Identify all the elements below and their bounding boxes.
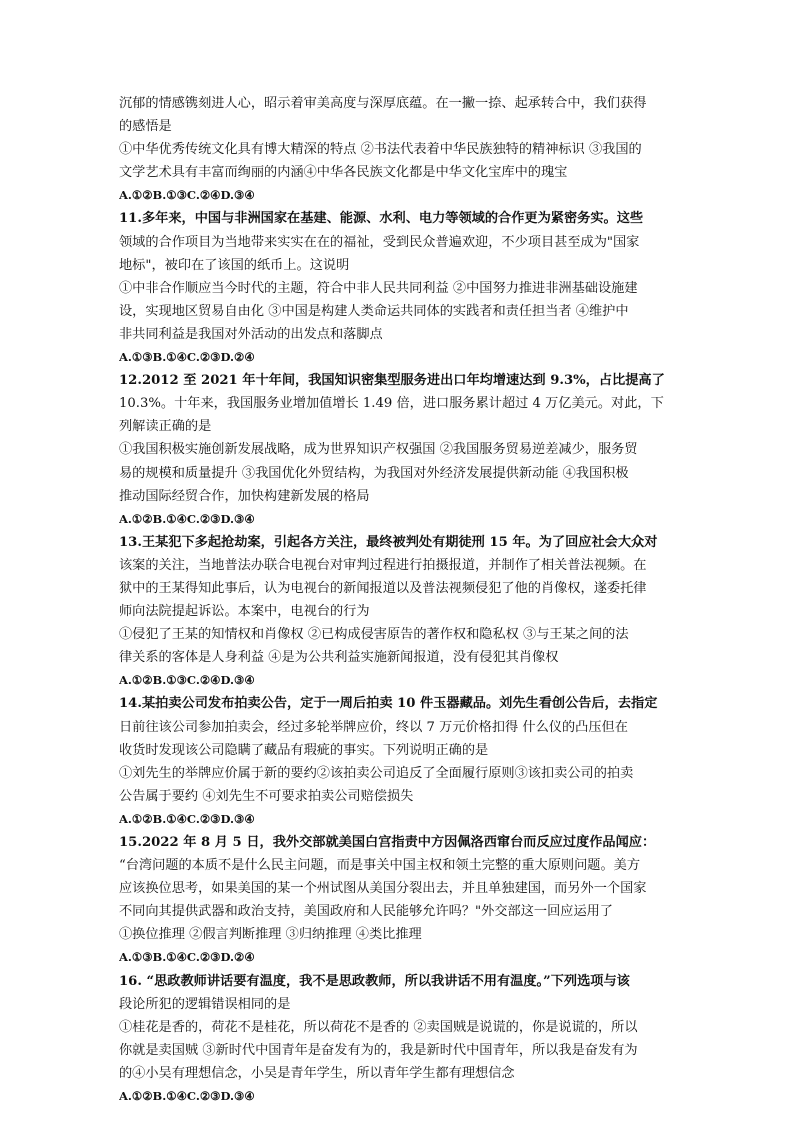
question-stem-line: ①桂花是香的，荷花不是桂花，所以荷花不是香的 ②卖国贼是说谎的，你是说谎的，所以 (119, 1019, 638, 1035)
question-11 (119, 207, 676, 369)
question-stem-line: 的④小吴有理想信念，小吴是青年学生，所以青年学生都有理想信念 (119, 1065, 515, 1081)
question-stem-line: 你就是卖国贼 ③新时代中国青年是奋发有为的，我是新时代中国青年，所以我是奋发有为 (119, 1042, 638, 1058)
document-page (119, 92, 676, 1108)
question-stem-line: 11.多年来，中国与非洲国家在基建、能源、水利、电力等领域的合作更为紧密务实。这些 (119, 211, 644, 227)
intro-line: 的感悟是 (119, 119, 172, 135)
question-stem-line: 12.2012 至 2021 年十年间，我国知识密集型服务进出口年均增速达到 9.3%，占比提高了 (119, 373, 665, 389)
question-stem-line: ①中非合作顺应当今时代的主题，符合中非人民共同利益 ②中国努力推进非洲基础设施建 (119, 280, 638, 296)
question-stem-line: 14.某拍卖公司发布拍卖公告，定于一周后拍卖 10 件玉器藏品。刘先生看创公告后，去指定 (119, 696, 658, 712)
answer-options: A.①③B.①④C.②③D.②④ (119, 950, 255, 965)
intro-block (119, 92, 676, 207)
question-stem-line: 设，实现地区贸易自由化 ③中国是构建人类命运共同体的实践者和责任担当者 ④维护中 (119, 303, 629, 319)
intro-line: ①中华优秀传统文化具有博大精深的特点 ②书法代表着中华民族独特的精神标识 ③我国的 (119, 142, 642, 158)
question-16 (119, 970, 676, 1109)
question-stem-line: ①我国积极实施创新发展战略，成为世界知识产权强国 ②我国服务贸易逆差减少，服务贸 (119, 442, 638, 458)
intro-line: 文学艺术具有丰富而绚丽的内涵④中华各民族文化都是中华文化宝库中的瑰宝 (119, 165, 568, 181)
question-stem-line: 公告属于要约 ④刘先生不可要求拍卖公司赔偿损失 (119, 788, 414, 804)
question-stem-line: 收货时发现该公司隐瞒了藏品有瑕疵的事实。下列说明正确的是 (119, 742, 489, 758)
question-stem-line: 该案的关注，当地普法办联合电视台对审判过程进行拍摄报道，并制作了相关普法视频。在 (119, 557, 647, 573)
question-stem-line: 非共同利益是我国对外活动的出发点和落脚点 (119, 326, 383, 342)
question-stem-line: 段论所犯的逻辑错误相同的是 (119, 996, 291, 1012)
question-stem-line: 师向法院提起诉讼。本案中，电视台的行为 (119, 604, 370, 620)
question-stem-line: ①刘先生的举牌应价属于新的要约②该拍卖公司追反了全面履行原则③该扣卖公司的拍卖 (119, 765, 634, 781)
answer-options: A.①②B.①③C.②④D.③④ (119, 673, 255, 688)
question-stem-line: 列解读正确的是 (119, 419, 212, 435)
question-14 (119, 692, 676, 831)
question-stem-line: 日前往该公司参加拍卖会，经过多轮举牌应价，终以 7 万元价格扣得 什么仪的凸压但在 (119, 719, 628, 735)
question-stem-line: 易的规模和质量提升 ③我国优化外贸结构，为我国对外经济发展提供新动能 ④我国积极 (119, 465, 629, 481)
question-stem-line: 狱中的王某得知此事后，认为电视台的新闻报道以及普法视频侵犯了他的肖像权，遂委托律 (119, 580, 647, 596)
question-stem-line: 推动国际经贸合作，加快构建新发展的格局 (119, 488, 370, 504)
question-15 (119, 831, 676, 970)
question-stem-line: 应该换位思考，如果美国的某一个州试图从美国分裂出去，并且单独建国，而另外一个国家 (119, 881, 647, 897)
question-stem-line: 13.王某犯下多起抢劫案，引起各方关注，最终被判处有期徒刑 15 年。为了回应社会大众对 (119, 534, 658, 550)
question-stem-line: 不同向其提供武器和政治支持，美国政府和人民能够允许吗？"外交部这一回应运用了 (119, 904, 613, 920)
question-stem-line: 领域的合作项目为当地带来实实在在的福祉，受到民众普遍欢迎，不少项目甚至成为"国家 (119, 234, 640, 250)
question-stem-line: ①侵犯了王某的知情权和肖像权 ②已构成侵害原告的著作权和隐私权 ③与王某之间的法 (119, 627, 629, 643)
answer-options: A.①②B.①③C.②④D.③④ (119, 188, 255, 203)
answer-options: A.①②B.①④C.②③D.③④ (119, 511, 255, 526)
question-stem-line: “台湾问题的本质不是什么民主问题，而是事关中国主权和领土完整的重大原则问题。美方 (119, 858, 641, 874)
question-stem-line: ①换位推理 ②假言判断推理 ③归纳推理 ④类比推理 (119, 927, 422, 943)
question-stem-line: 15.2022 年 8 月 5 日，我外交部就美国白宫指责中方因佩洛西窜台而反应过度作品闻应： (119, 835, 656, 850)
question-stem-line: 律关系的客体是人身利益 ④是为公共利益实施新闻报道，没有侵犯其肖像权 (119, 650, 559, 666)
question-stem-line: 地标"，被印在了该国的纸币上。这说明 (119, 257, 350, 273)
answer-options: A.①③B.①④C.②③D.②④ (119, 350, 255, 365)
answer-options: A.①②B.①④C.②③D.③④ (119, 811, 255, 826)
answer-options: A.①②B.①④C.②③D.③④ (119, 1089, 255, 1104)
question-12 (119, 369, 676, 531)
question-stem-line: 16. “思政教师讲话要有温度，我不是思政教师，所以我讲话不用有温度。”下列选项与该 (119, 973, 630, 989)
question-13 (119, 531, 676, 693)
question-stem-line: 10.3%。十年来，我国服务业增加值增长 1.49 倍，进口服务累计超过 4 万亿美元。对此，下 (119, 396, 664, 412)
intro-line: 沉郁的情感镌刻进人心，昭示着审美高度与深厚底蕴。在一撇一捺、起承转合中，我们获得 (119, 96, 647, 111)
